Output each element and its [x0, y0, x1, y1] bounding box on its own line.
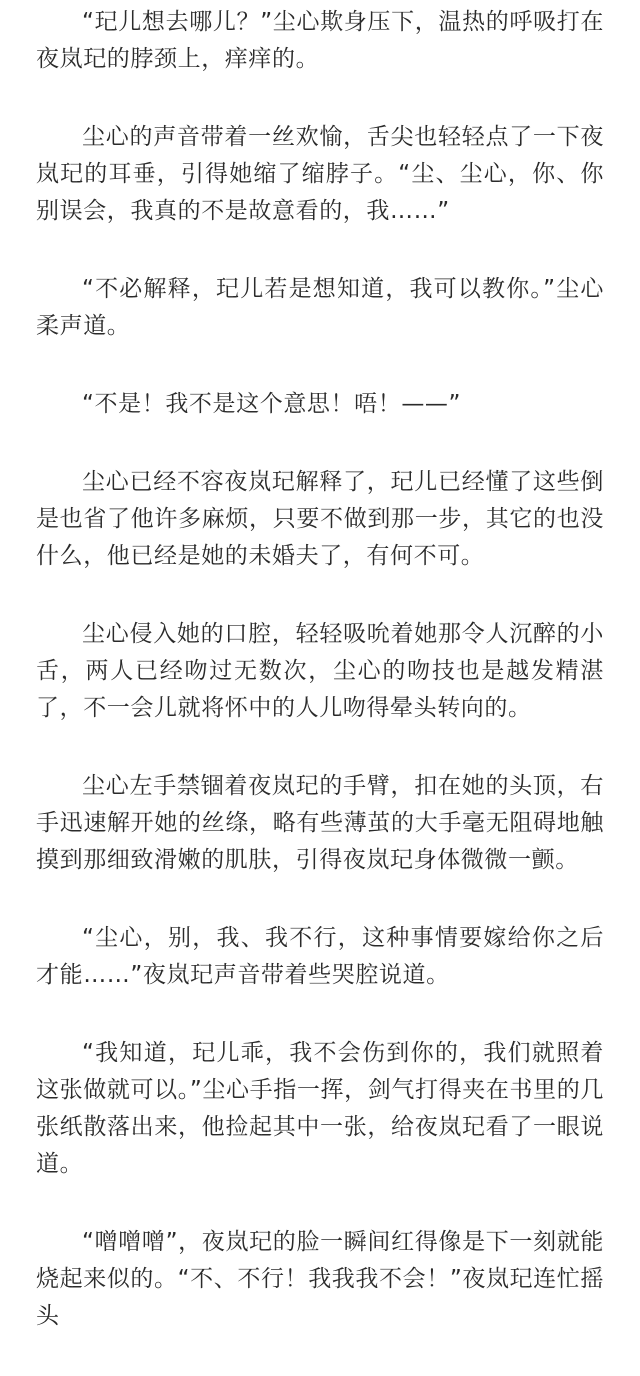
- paragraph: “尘心，别，我、我不行，这种事情要嫁给你之后才能……”夜岚玘声音带着些哭腔说道。: [36, 925, 604, 988]
- paragraph: 尘心的声音带着一丝欢愉，舌尖也轻轻点了一下夜岚玘的耳垂，引得她缩了缩脖子。“尘、尘心，你、你别误会，我真的不是故意看的，我……”: [36, 124, 604, 224]
- paragraph: “噌噌噌”，夜岚玘的脸一瞬间红得像是下一刻就能烧起来似的。“不、不行！我我我不会！”夜岚玘连忙摇头: [36, 1229, 604, 1329]
- paragraph: “玘儿想去哪儿？”尘心欺身压下，温热的呼吸打在夜岚玘的脖颈上，痒痒的。: [36, 9, 604, 72]
- paragraph: “我知道，玘儿乖，我不会伤到你的，我们就照着这张做就可以。”尘心手指一挥，剑气打得夹在书里的几张纸散落出来，他捡起其中一张，给夜岚玘看了一眼说道。: [36, 1040, 604, 1177]
- paragraph: 尘心侵入她的口腔，轻轻吸吮着她那令人沉醉的小舌，两人已经吻过无数次，尘心的吻技也是越发精湛了，不一会儿就将怀中的人儿吻得晕头转向的。: [36, 621, 604, 721]
- paragraph: 尘心已经不容夜岚玘解释了，玘儿已经懂了这些倒是也省了他许多麻烦，只要不做到那一步，其它的也没什么，他已经是她的未婚夫了，有何不可。: [36, 469, 604, 569]
- paragraph: 尘心左手禁锢着夜岚玘的手臂，扣在她的头顶，右手迅速解开她的丝绦，略有些薄茧的大手毫无阻碍地触摸到那细致滑嫩的肌肤，引得夜岚玘身体微微一颤。: [36, 773, 604, 873]
- paragraph: “不必解释，玘儿若是想知道，我可以教你。”尘心柔声道。: [36, 276, 604, 339]
- paragraph: “不是！我不是这个意思！唔！——”: [82, 391, 462, 417]
